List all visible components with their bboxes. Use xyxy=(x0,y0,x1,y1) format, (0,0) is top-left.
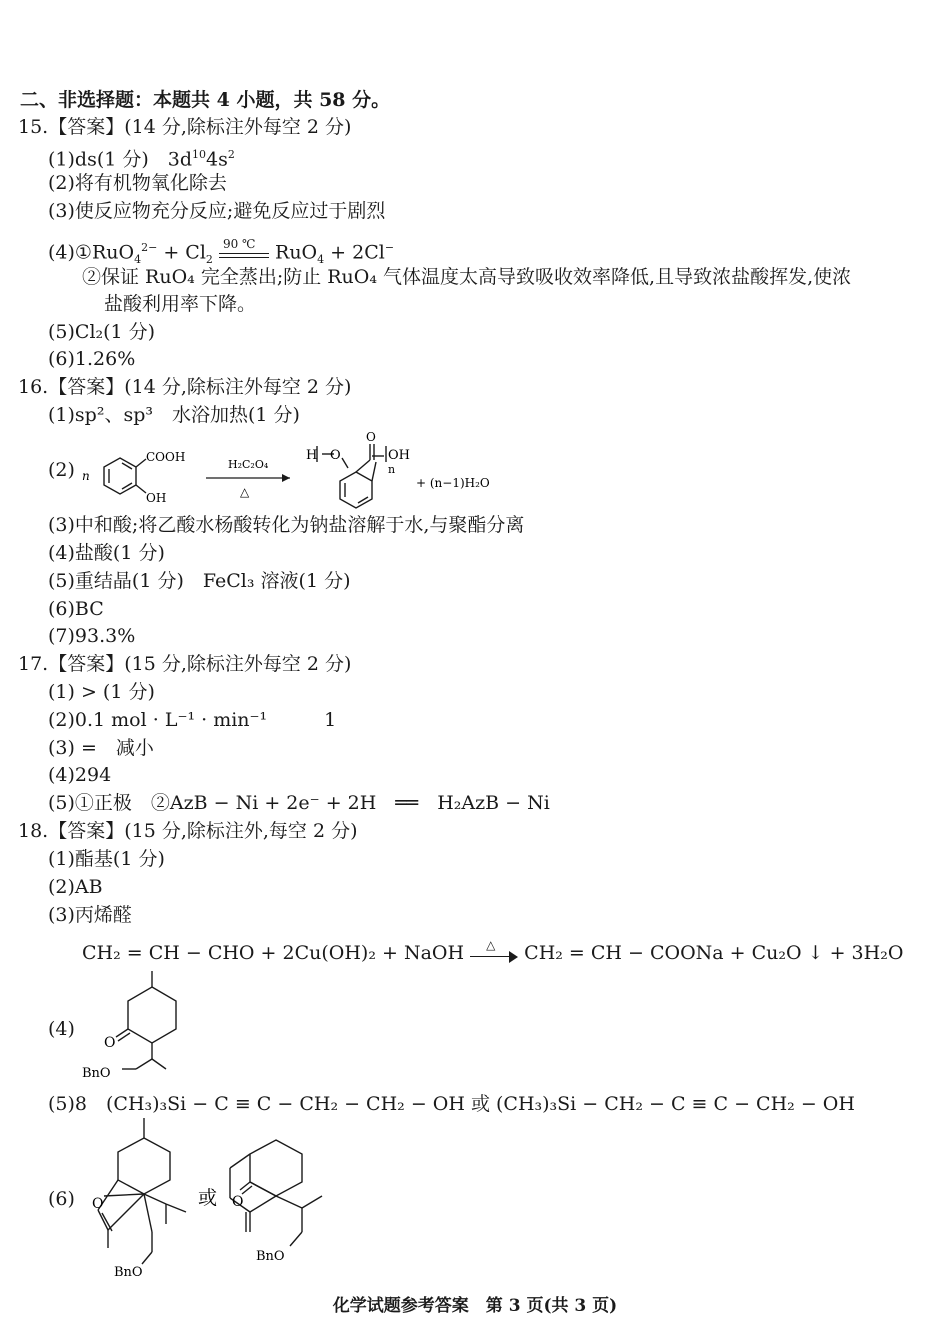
page-footer: 化学试题参考答案 第 3 页(共 3 页) xyxy=(332,1296,618,1316)
q15-answer-4-2-line1: ②保证 RuO₄ 完全蒸出;防止 RuO₄ 气体温度太高导致吸收效率降低,且导致浓盐酸挥发,使浓 xyxy=(82,266,852,288)
heat-symbol: △ xyxy=(240,485,250,499)
q17-answer-1: (1) > (1 分) xyxy=(48,681,155,703)
q16-heading: 16.【答案】(14 分,除标注外每空 2 分) xyxy=(18,376,352,398)
polymerization-scheme xyxy=(80,428,520,518)
polymer-n-subscript: n xyxy=(388,463,396,476)
q18-heading: 18.【答案】(15 分,除标注外,每空 2 分) xyxy=(18,820,358,842)
carbonyl-o-label: O xyxy=(104,1035,116,1051)
q17-heading: 17.【答案】(15 分,除标注外每空 2 分) xyxy=(18,653,352,675)
carbonyl-o-label-2: O xyxy=(232,1194,244,1210)
q17-answer-5: (5)①正极 ②AzB − Ni + 2e⁻ + 2H ══ H₂AzB − Ni xyxy=(48,792,550,814)
q15-answer-4-equation: (4)①RuO$_4^{2-}$ + $Cl_2$ 90 ℃ RuO$_4$ + 2Cl− xyxy=(48,237,395,267)
polymer-carbonyl-o: O xyxy=(366,430,376,444)
q18-4-ketone-structure xyxy=(80,965,220,1085)
q15-answer-2: (2)将有机物氧化除去 xyxy=(48,172,227,194)
q18-answer-3: (3)丙烯醛 xyxy=(48,904,132,926)
q17-answer-2: (2)0.1 mol · L⁻¹ · min⁻¹ 1 xyxy=(48,709,337,731)
q15-answer-6: (6)1.26% xyxy=(48,348,136,370)
q16-answer-4: (4)盐酸(1 分) xyxy=(48,542,165,564)
reagent-label: H₂C₂O₄ xyxy=(228,458,269,471)
bno-label-2: BnO xyxy=(256,1249,285,1264)
q15-answer-4-2-line2: 盐酸利用率下降。 xyxy=(104,293,257,315)
reaction-arrowhead xyxy=(282,474,290,482)
section-title: 二、非选择题：本题共 4 小题，共 58 分。 xyxy=(20,89,391,111)
q18-answer-5: (5)8 (CH₃)₃Si − C ≡ C − CH₂ − CH₂ − OH 或 (CH₃)₃Si − CH₂ − C ≡ C − CH₂ − OH xyxy=(48,1093,855,1115)
q16-answer-7: (7)93.3% xyxy=(48,625,136,647)
q18-answer-6-label: (6) xyxy=(48,1188,75,1210)
q18-answer-4-label: (4) xyxy=(48,1018,75,1040)
bno-label-1: BnO xyxy=(114,1265,143,1280)
q17-answer-3: (3) = 减小 xyxy=(48,737,154,759)
polymer-ester-o: O xyxy=(330,448,341,463)
bicyclic-structure-2 xyxy=(230,1140,322,1246)
polyester-structure xyxy=(317,444,386,508)
q18-answer-3-equation: CH₂ = CH − CHO + 2Cu(OH)₂ + NaOH △ CH₂ = CH − COONa + Cu₂O ↓ + 3H₂O xyxy=(82,938,904,964)
salicylic-acid-structure xyxy=(104,458,146,494)
q18-6-structures xyxy=(80,1112,380,1284)
q15-answer-3: (3)使反应物充分反应;避免反应过于剧烈 xyxy=(48,200,386,222)
repeat-n-label: n xyxy=(82,469,90,483)
cooh-group: COOH xyxy=(146,450,186,464)
q16-answer-5: (5)重结晶(1 分) FeCl₃ 溶液(1 分) xyxy=(48,570,351,592)
carbonyl-o-label-1: O xyxy=(92,1196,104,1212)
q18-answer-1: (1)酯基(1 分) xyxy=(48,848,165,870)
equilibrium-sign: 90 ℃ xyxy=(219,244,269,262)
heating-arrow: △ xyxy=(470,945,518,963)
q16-answer-3: (3)中和酸;将乙酸水杨酸转化为钠盐溶解于水,与聚酯分离 xyxy=(48,514,525,536)
q18-answer-2: (2)AB xyxy=(48,876,103,898)
q16-answer-2-label: (2) xyxy=(48,459,75,481)
bicyclic-structure-1 xyxy=(98,1118,186,1264)
q17-answer-4: (4)294 xyxy=(48,764,112,786)
q15-answer-5: (5)Cl₂(1 分) xyxy=(48,321,156,343)
polymer-end-h: H xyxy=(306,448,318,463)
q15-answer-1: (1)ds(1 分) $3d^{10}4s^2$ xyxy=(48,148,235,171)
or-label: 或 xyxy=(198,1187,218,1209)
q15-heading: 15.【答案】(14 分,除标注外每空 2 分) xyxy=(18,116,352,138)
water-byproduct: + (n−1)H₂O xyxy=(416,476,490,490)
bno-label: BnO xyxy=(82,1066,111,1081)
q16-answer-6: (6)BC xyxy=(48,598,104,620)
polymer-end-oh: OH xyxy=(388,448,410,463)
oh-group: OH xyxy=(146,491,167,505)
q16-answer-1: (1)sp²、sp³ 水浴加热(1 分) xyxy=(48,404,300,426)
